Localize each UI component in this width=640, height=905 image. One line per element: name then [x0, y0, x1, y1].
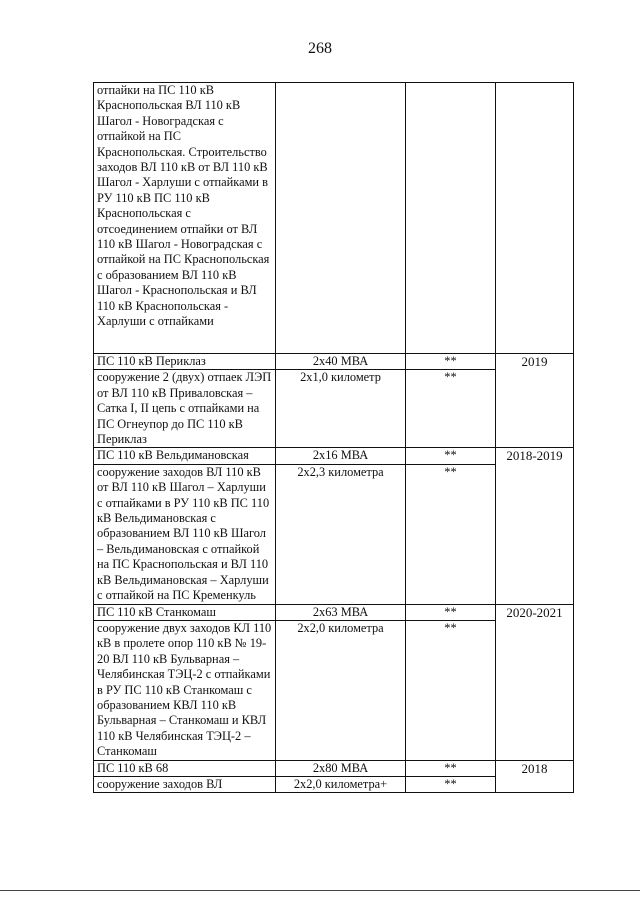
capacity-cell: 2x2,0 километра+ — [276, 776, 406, 792]
object-name-cell: сооружение заходов ВЛ 110 кВ от ВЛ 110 кВ Шагол – Харлуши с отпайками в РУ 110 кВ ПС 110 кВ Вельдимановская с образованием ВЛ 110 кВ Шагол – Вельдимановская с отпайкой на ПС Краснопольская и ВЛ 110 кВ Вельдимановская – Харлуши с отпайкой на ПС Кременкуль — [94, 464, 276, 604]
year-cell: 2019 — [496, 354, 574, 448]
cost-cell: ** — [406, 760, 496, 776]
year-cell — [496, 83, 574, 354]
table-row — [94, 83, 574, 354]
page-number: 268 — [308, 40, 332, 57]
capacity-cell: 2x40 МВА — [276, 354, 406, 370]
object-name-cell: ПС 110 кВ Вельдимановская — [94, 448, 276, 464]
year-cell: 2020-2021 — [496, 604, 574, 760]
object-name-cell: ПС 110 кВ 68 — [94, 760, 276, 776]
capacity-cell: 2x16 МВА — [276, 448, 406, 464]
cost-cell: ** — [406, 354, 496, 370]
cost-cell: ** — [406, 776, 496, 792]
year-cell: 2018 — [496, 760, 574, 793]
page-bottom-rule — [0, 890, 640, 891]
object-name-cell: сооружение двух заходов КЛ 110 кВ в пролете опор 110 кВ № 19-20 ВЛ 110 кВ Бульварная – Челябинская ТЭЦ-2 с отпайками в РУ ПС 110 кВ Станкомаш с образованием КВЛ 110 кВ Бульварная – Станкомаш и КВЛ 110 кВ Челябинская ТЭЦ-2 – Станкомаш — [94, 620, 276, 760]
capacity-cell: 2x63 МВА — [276, 604, 406, 620]
object-name-cell: ПС 110 кВ Периклаз — [94, 354, 276, 370]
capacity-cell: 2x1,0 километр — [276, 370, 406, 448]
year-cell: 2018-2019 — [496, 448, 574, 604]
object-name-cell: сооружение заходов ВЛ — [94, 776, 276, 792]
cost-cell: ** — [406, 370, 496, 448]
table-row — [94, 354, 574, 370]
object-name-cell: отпайки на ПС 110 кВ Краснопольская ВЛ 110 кВ Шагол - Новоградская с отпайкой на ПС Краснопольская. Строительство заходов ВЛ 110 кВ от ВЛ 110 кВ Шагол - Харлуши с отпайками в РУ 110 кВ ПС 110 кВ Краснопольская с отсоединением отпайки от ВЛ 110 кВ Шагол - Новоградская с отпайкой на ПС Краснопольская с образованием ВЛ 110 кВ Шагол - Краснопольская и ВЛ 110 кВ Краснопольская - Харлуши с отпайками — [94, 83, 276, 354]
object-name-cell: сооружение 2 (двух) отпаек ЛЭП от ВЛ 110 кВ Приваловская – Сатка I, II цепь с отпайками на ПС Огнеупор до ПС 110 кВ Периклаз — [94, 370, 276, 448]
investment-table — [93, 82, 574, 793]
cost-cell: ** — [406, 604, 496, 620]
table-row — [94, 604, 574, 620]
capacity-cell: 2x80 МВА — [276, 760, 406, 776]
capacity-cell: 2x2,0 километра — [276, 620, 406, 760]
cost-cell: ** — [406, 448, 496, 464]
capacity-cell: 2x2,3 километра — [276, 464, 406, 604]
object-name-cell: ПС 110 кВ Станкомаш — [94, 604, 276, 620]
capacity-cell — [276, 83, 406, 354]
cost-cell: ** — [406, 620, 496, 760]
table-row — [94, 760, 574, 776]
table-row — [94, 448, 574, 464]
cost-cell — [406, 83, 496, 354]
cost-cell: ** — [406, 464, 496, 604]
